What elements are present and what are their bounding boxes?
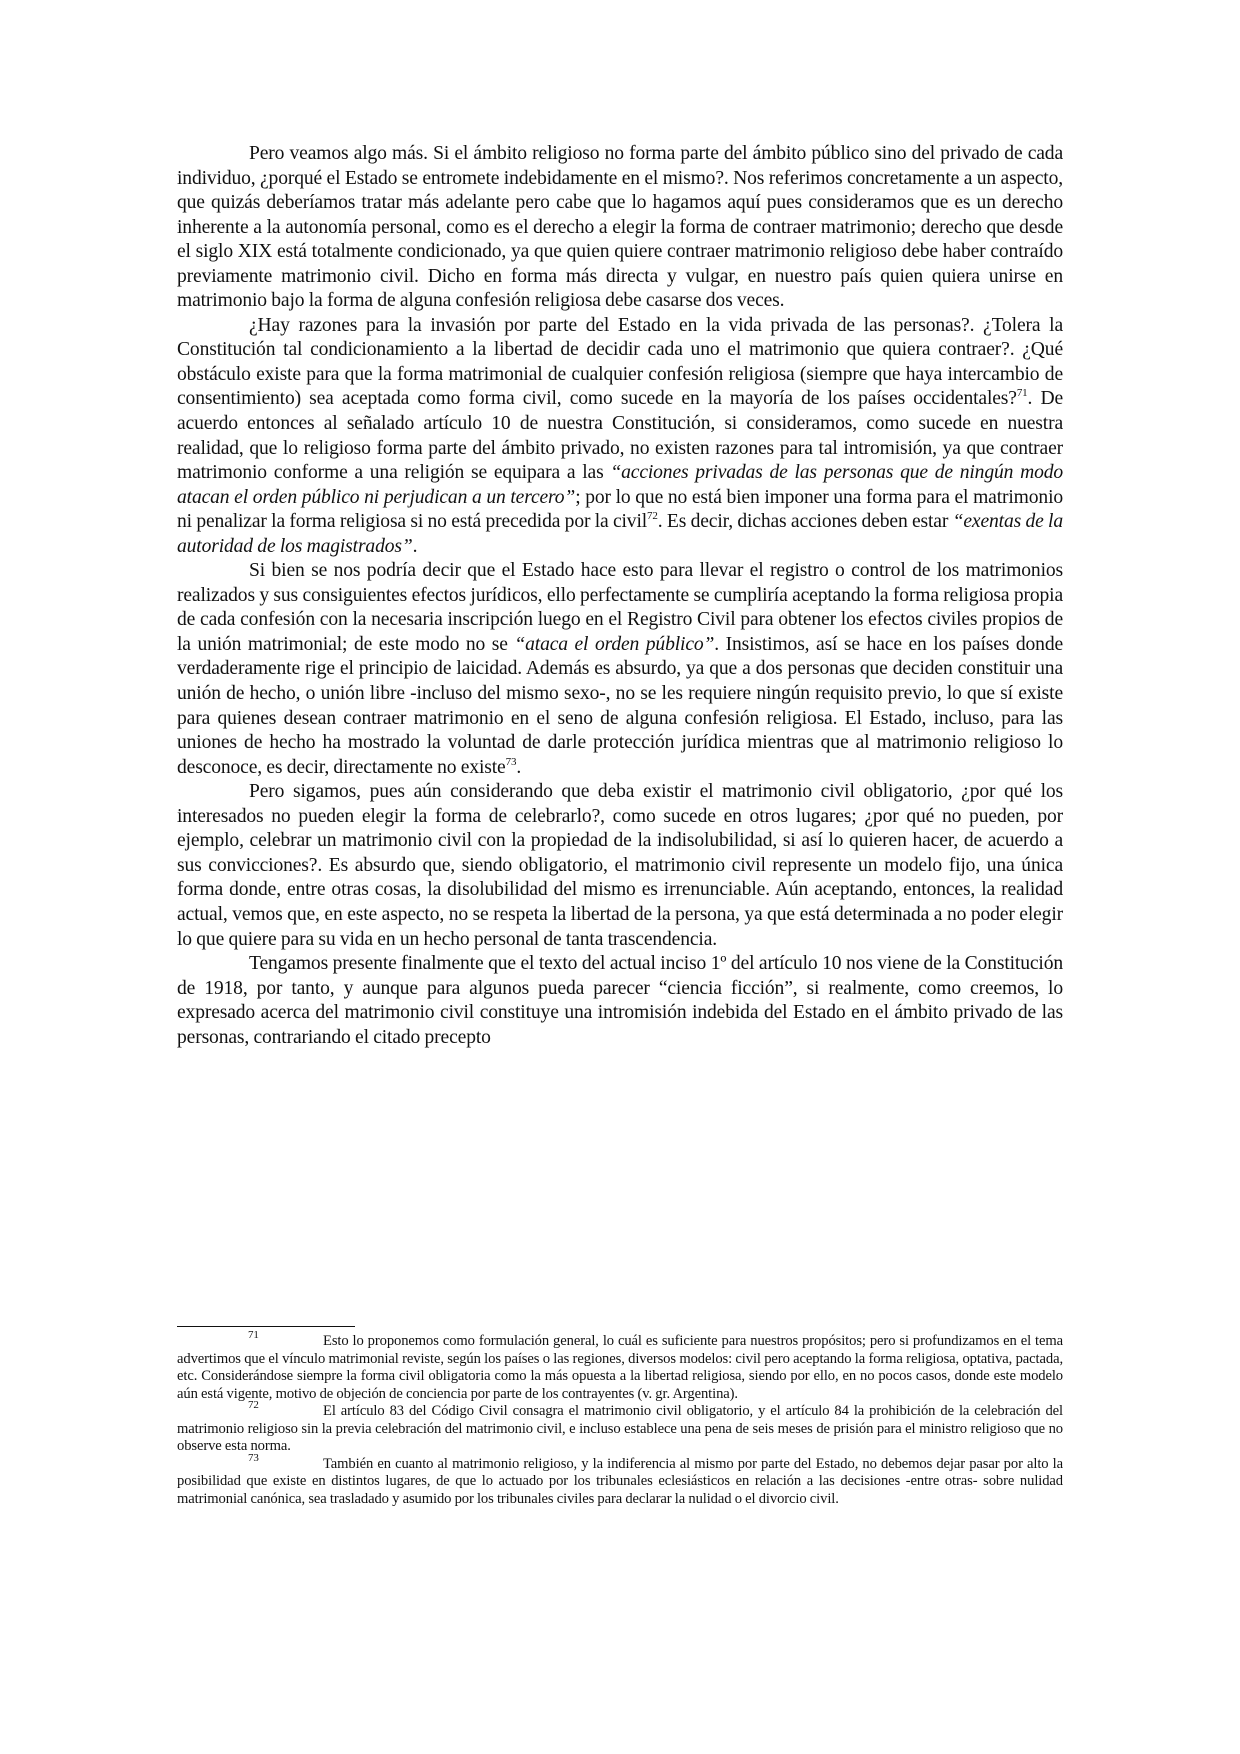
text-run: . Es decir, dichas acciones deben estar: [657, 511, 953, 533]
text-run: . Insistimos, así se hace en los países donde verdaderamente rige el principio de laicidad. Además es absurdo, ya que a dos personas que deciden constituir una unión de hecho, o unión libre -incluso del mismo sexo-, no se les requiere ningún requisito previo, lo que sí existe para quienes desean contraer matrimonio en el seno de alguna confesión religiosa. El Estado, incluso, para las uniones de hecho ha mostrado la voluntad de darle protección jurídica mientras que al matrimonio religioso lo desconoce, es decir, directamente no existe: [177, 633, 1064, 778]
text-run: .: [412, 535, 418, 557]
footnote-reference[interactable]: 71: [1016, 387, 1028, 400]
footnote-text: El artículo 83 del Código Civil consagra el matrimonio civil obligatorio, y el artículo 84 la prohibición de la celebración del matrimonio religioso sin la previa celebración del matrimonio civil, e incluso establece una pena de seis meses de prisión para el ministro religioso que no observe esta norma.: [177, 1403, 1063, 1454]
footnotes-section: [177, 1326, 1063, 1508]
text-run: ; por lo que no está bien imponer una forma para el matrimonio ni penalizar la forma religiosa si no está precedida por la civil: [177, 486, 1064, 533]
footnote-reference[interactable]: 73: [505, 755, 517, 768]
quoted-text: “exentas de la autoridad de los magistrados”: [177, 511, 1064, 557]
footnote-separator: [177, 1326, 355, 1327]
main-text: [177, 142, 1063, 1050]
quoted-text: “acciones privadas de las personas que de ningún modo atacan el orden público ni perjudican a un tercero”: [177, 462, 1064, 508]
footnote-reference[interactable]: 72: [647, 510, 658, 523]
paragraph: [177, 952, 1063, 1050]
text-run: Pero sigamos, pues aún considerando que deba existir el matrimonio civil obligatorio, ¿por qué los interesados no pueden elegir la forma de celebrarlo?, como sucede en otros lugares; ¿por qué no pueden, por ejemplo, celebrar un matrimonio civil con la propiedad de la indisolubilidad, si así lo quieren hacer, de acuerdo a sus convicciones?. Es absurdo que, siendo obligatorio, el matrimonio civil represente un modelo fijo, una única forma donde, entre otras cosas, la disolubilidad del mismo es irrenunciable. Aún aceptando, entonces, la realidad actual, vemos que, en este aspecto, no se respeta la libertad de la persona, ya que está determinada a no poder elegir lo que quiere para su vida en un hecho personal de tanta trascendencia.: [177, 781, 1063, 950]
text-run: Tengamos presente finalmente que el texto del actual inciso 1º del artículo 10 nos viene de la Constitución de 1918, por tanto, y aunque para algunos pueda parecer “ciencia ficción”, si realmente, como creemos, lo expresado acerca del matrimonio civil constituye una intromisión indebida del Estado en el ámbito privado de las personas, contrariando el citado precepto: [177, 953, 1063, 1048]
text-run: Pero veamos algo más. Si el ámbito religioso no forma parte del ámbito público sino del privado de cada individuo, ¿porqué el Estado se entromete indebidamente en el mismo?. Nos referimos concretamente a un aspecto, que quizás deberíamos tratar más adelante pero cabe que lo hagamos aquí pues consideramos que es un derecho inherente a la autonomía personal, como es el derecho a elegir la forma de contraer matrimonio; derecho que desde el siglo XIX está totalmente condicionado, ya que quien quiere contraer matrimonio religioso debe haber contraído previamente matrimonio civil. Dicho en forma más directa y vulgar, en nuestro país quien quiera unirse en matrimonio bajo la forma de alguna confesión religiosa debe casarse dos veces.: [177, 143, 1063, 312]
paragraph: [177, 780, 1063, 952]
text-run: . De acuerdo entonces al señalado artículo 10 de nuestra Constitución, si consideramos, como sucede en nuestra realidad, que lo religioso forma parte del ámbito privado, no existen razones para tal intromisión, ya que contraer matrimonio conforme a una religión se equipara a las: [177, 388, 1063, 484]
footnote-72: 72 El artículo 83 del Código Civil consagra el matrimonio civil obligatorio, y el artículo 84 la prohibición de la celebración del matrimonio religioso sin la previa celebración del matrimonio civil, e incluso establece una pena de seis meses de prisión para el ministro religioso que no observe esta norma.: [177, 1399, 1063, 1454]
text-run: Si bien se nos podría decir que el Estado hace esto para llevar el registro o control de los matrimonios realizados y sus consiguientes efectos jurídicos, ello perfectamente se cumpliría aceptando la forma religiosa propia de cada confesión con la necesaria inscripción luego en el Registro Civil para obtener los efectos civiles propios de la unión matrimonial; de este modo no se: [177, 560, 1063, 655]
text-run: .: [516, 756, 522, 778]
footnote-71: 71 Esto lo proponemos como formulación general, lo cuál es suficiente para nuestros propósitos; pero si profundizamos en el tema advertimos que el vínculo matrimonial reviste, según los países o las regiones, diversos modelos: civil pero aceptando la forma religiosa, optativa, pactada, etc. Considerándose siempre la forma civil obligatoria como la más opuesta a la libertad religiosa, siendo por ello, en no pocos casos, donde este modelo aún está vigente, motivo de objeción de conciencia por parte de los contrayentes (v. gr. Argentina).: [177, 1329, 1063, 1402]
text-run: ¿Hay razones para la invasión por parte del Estado en la vida privada de las personas?. ¿Tolera la Constitución tal condicionamiento a la libertad de decidir cada uno el matrimonio que quiera contraer?. ¿Qué obstáculo existe para que la forma matrimonial de cualquier confesión religiosa (siempre que haya intercambio de consentimiento) sea aceptada como forma civil, como sucede en la mayoría de los países occidentales?: [177, 314, 1063, 410]
footnote-73: 73 También en cuanto al matrimonio religioso, y la indiferencia al mismo por parte del Estado, no debemos dejar pasar por alto la posibilidad que existe en distintos lugares, de que lo actuado por los tribunales eclesiásticos en relación a las decisiones -entre otras- sobre nulidad matrimonial canónica, sea trasladado y asumido por los tribunales civiles para declarar la nulidad o el divorcio civil.: [177, 1451, 1063, 1507]
quoted-text: “ataca el orden público”: [514, 633, 715, 655]
paragraph: [177, 142, 1063, 314]
footnote-text: Esto lo proponemos como formulación general, lo cuál es suficiente para nuestros propósitos; pero si profundizamos en el tema advertimos que el vínculo matrimonial reviste, según los países o las regiones, diversos modelos: civil pero aceptando la forma religiosa, optativa, pactada, etc. Considerándose siempre la forma civil obligatoria como la más opuesta a la libertad religiosa, siendo por ello, en no pocos casos, donde este modelo aún está vigente, motivo de objeción de conciencia por parte de los contrayentes (v. gr. Argentina).: [177, 1333, 1063, 1402]
paragraph: [177, 314, 1063, 559]
paragraph: [177, 559, 1063, 780]
footnote-text: También en cuanto al matrimonio religioso, y la indiferencia al mismo por parte del Estado, no debemos dejar pasar por alto la posibilidad que existe en distintos lugares, de que lo actuado por los tribunales eclesiásticos en relación a las decisiones -entre otras- sobre nulidad matrimonial canónica, sea trasladado y asumido por los tribunales civiles para declarar la nulidad o el divorcio civil.: [177, 1455, 1063, 1507]
